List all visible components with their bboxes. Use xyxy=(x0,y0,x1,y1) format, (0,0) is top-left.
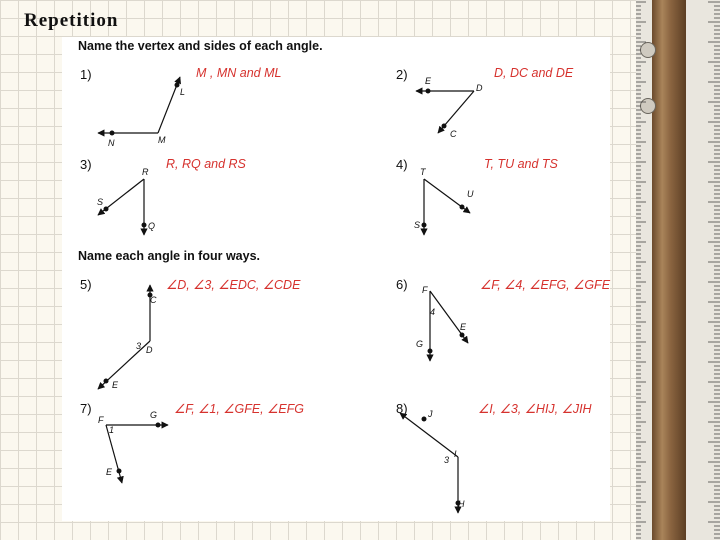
answer-text: ∠F, ∠1, ∠GFE, ∠EFG xyxy=(174,402,305,416)
point-label: Q xyxy=(148,221,156,231)
point-label: E xyxy=(425,76,432,86)
point-label: 1 xyxy=(109,425,115,435)
section1-heading: Name the vertex and sides of each angle. xyxy=(78,39,323,53)
point-label: 4 xyxy=(430,307,436,317)
point-label: N xyxy=(108,138,115,148)
ray-ij xyxy=(400,413,458,457)
point-label: 3 xyxy=(136,341,142,351)
problem-number: 4) xyxy=(396,157,408,172)
point-label: H xyxy=(458,499,465,509)
point-label: G xyxy=(416,339,424,349)
answer-text: ∠I, ∠3, ∠HIJ, ∠JIH xyxy=(478,402,592,416)
problem-number: 6) xyxy=(396,277,408,292)
answer-text: ∠D, ∠3, ∠EDC, ∠CDE xyxy=(166,278,301,292)
point-label: S xyxy=(97,197,104,207)
answer-text: D, DC and DE xyxy=(494,66,574,80)
point-label: E xyxy=(460,322,467,332)
point-label: C xyxy=(150,295,157,305)
point-label: S xyxy=(414,220,421,230)
point-label: I xyxy=(454,449,457,459)
answer-text: ∠F, ∠4, ∠EFG, ∠GFE xyxy=(480,278,611,292)
section2-heading: Name each angle in four ways. xyxy=(78,249,261,263)
point-label: T xyxy=(420,167,426,177)
point-label: L xyxy=(180,87,186,97)
point-label: E xyxy=(106,467,113,477)
problem-number: 8) xyxy=(396,401,408,416)
point-label: D xyxy=(146,345,153,355)
answer-text: M , MN and ML xyxy=(196,66,282,80)
point-label: M xyxy=(158,135,166,145)
answer-text: R, RQ and RS xyxy=(166,157,246,171)
point-label: U xyxy=(467,189,474,199)
answer-text: T, TU and TS xyxy=(484,157,558,171)
problem-number: 3) xyxy=(80,157,92,172)
worksheet-image xyxy=(62,37,610,521)
point-label: C xyxy=(450,129,457,139)
problem-number: 1) xyxy=(80,67,92,82)
point-label: 3 xyxy=(444,455,450,465)
point-label: J xyxy=(428,409,433,419)
point-label: D xyxy=(476,83,483,93)
decorative-ruler xyxy=(636,0,720,540)
point-label: F xyxy=(422,285,428,295)
problem-number: 5) xyxy=(80,277,92,292)
point-label: F xyxy=(98,415,104,425)
ruler-ticks xyxy=(636,0,720,540)
problem-number: 7) xyxy=(80,401,92,416)
point-label: E xyxy=(112,380,119,390)
point-label: R xyxy=(142,167,149,177)
problem-number: 2) xyxy=(396,67,408,82)
slide-title: Repetition xyxy=(24,10,119,31)
point-label: G xyxy=(150,410,158,420)
